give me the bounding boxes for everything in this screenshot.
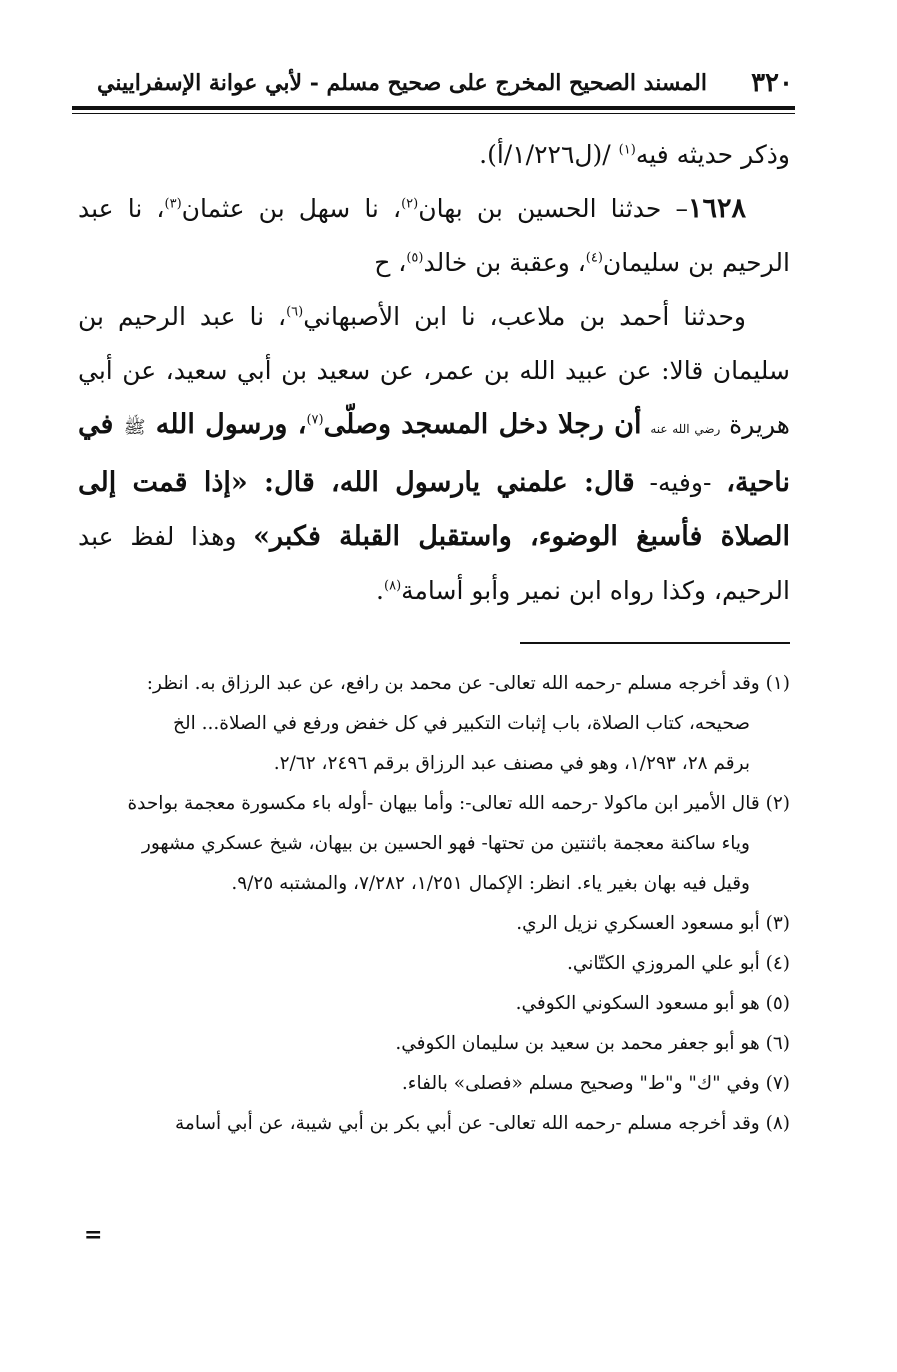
header-rule-thick xyxy=(72,106,795,110)
footnote-5: (٥) هو أبو مسعود السكوني الكوفي. xyxy=(515,993,790,1014)
paragraph-1: وذكر حديثه فيه$^{(١)}$ /(ل١/٢٢٦/أ). xyxy=(479,140,790,169)
paragraph-3: وحدثنا أحمد بن ملاعب، نا ابن الأصبهاني$^{(٦)}$، نا عبد الرحيم بن سليمان قالا: عن عبيد الله بن عمر، عن سعيد بن أبي سعيد، عن أبي هريرة رضي الله عنه أن رجلا دخل المسجد وصلّى$^{(٧)}$، ورسول الله ﷺ في ناحية، -وفيه- قال: علمني يارسول الله، قال: «إذا قمت إلى الصلاة فأسبغ الوضوء، واستقبل القبلة فكبر» وهذا لفظ عبد الرحيم، وكذا رواه ابن نمير وأبو أسامة$^{(٨)}$. xyxy=(78,302,791,605)
footnote-ref-1: (١) xyxy=(618,142,636,158)
salla-allahu-glyph: ﷺ xyxy=(123,417,146,438)
hadith-paragraph: ١٦٢٨– حدثنا الحسين بن بهان$^{(٢)}$، نا سهل بن عثمان$^{(٣)}$، نا عبد الرحيم بن سليمان$^{(٤)}$، وعقبة بن خالد$^{(٥)}$، ح xyxy=(78,193,790,277)
radi-allahu-anhu-glyph: رضي الله عنه xyxy=(650,422,721,436)
footnote-2: (٢) قال الأمير ابن ماكولا -رحمه الله تعالى-: وأما بيهان -أوله باء مكسورة معجمة بواحدة وياء ساكنة معجمة باثنتين من تحتها- فهو الحسين بن بيهان، شيخ عسكري مشهور وقيل فيه بهان بغير ياء. انظر: الإكمال ١/٢٥١، ٧/٢٨٢، والمشتبه ٩/٢٥. xyxy=(127,793,790,894)
footnote-ref-6: (٦) xyxy=(286,304,304,320)
footnote-ref-5: (٥) xyxy=(406,250,424,266)
footnote-ref-8: (٨) xyxy=(384,578,402,594)
footnote-7: (٧) وفي "ك" و"ط" وصحيح مسلم «فصلى» بالفاء. xyxy=(401,1073,790,1094)
header-rule-thin xyxy=(72,113,795,114)
footnote-ref-7: (٧) xyxy=(306,412,324,428)
main-text xyxy=(78,128,790,618)
footnote-1: (١) وقد أخرجه مسلم -رحمه الله تعالى- عن محمد بن رافع، عن عبد الرزاق به. انظر: صحيحه، كتاب الصلاة، باب إثبات التكبير في كل خفض ورفع في الصلاة... الخ برقم ٢٨، ١/٢٩٣، وهو في مصنف عبد الرزاق برقم ٢٤٩٦، ٢/٦٢. xyxy=(146,673,790,774)
footnote-3: (٣) أبو مسعود العسكري نزيل الري. xyxy=(516,913,790,934)
footnote-8: (٨) وقد أخرجه مسلم -رحمه الله تعالى- عن أبي بكر بن أبي شيبة، عن أبي أسامة xyxy=(175,1113,790,1134)
continuation-mark: = xyxy=(84,1222,103,1248)
footnote-separator xyxy=(520,642,790,644)
footnote-ref-4: (٤) xyxy=(585,250,603,266)
footnote-4: (٤) أبو علي المروزي الكتّاني. xyxy=(566,953,790,974)
book-title: المسند الصحيح المخرج على صحيح مسلم - لأبي عوانة الإسفراييني xyxy=(97,70,707,96)
page-number: ٣٢٠ xyxy=(751,68,793,98)
running-header xyxy=(78,62,793,102)
footnote-ref-2: (٢) xyxy=(401,196,419,212)
hadith-number: ١٦٢٨ xyxy=(687,193,746,224)
footnote-ref-3: (٣) xyxy=(164,196,182,212)
footnote-6: (٦) هو أبو جعفر محمد بن سعيد بن سليمان الكوفي. xyxy=(395,1033,790,1054)
footnotes xyxy=(78,664,790,1144)
